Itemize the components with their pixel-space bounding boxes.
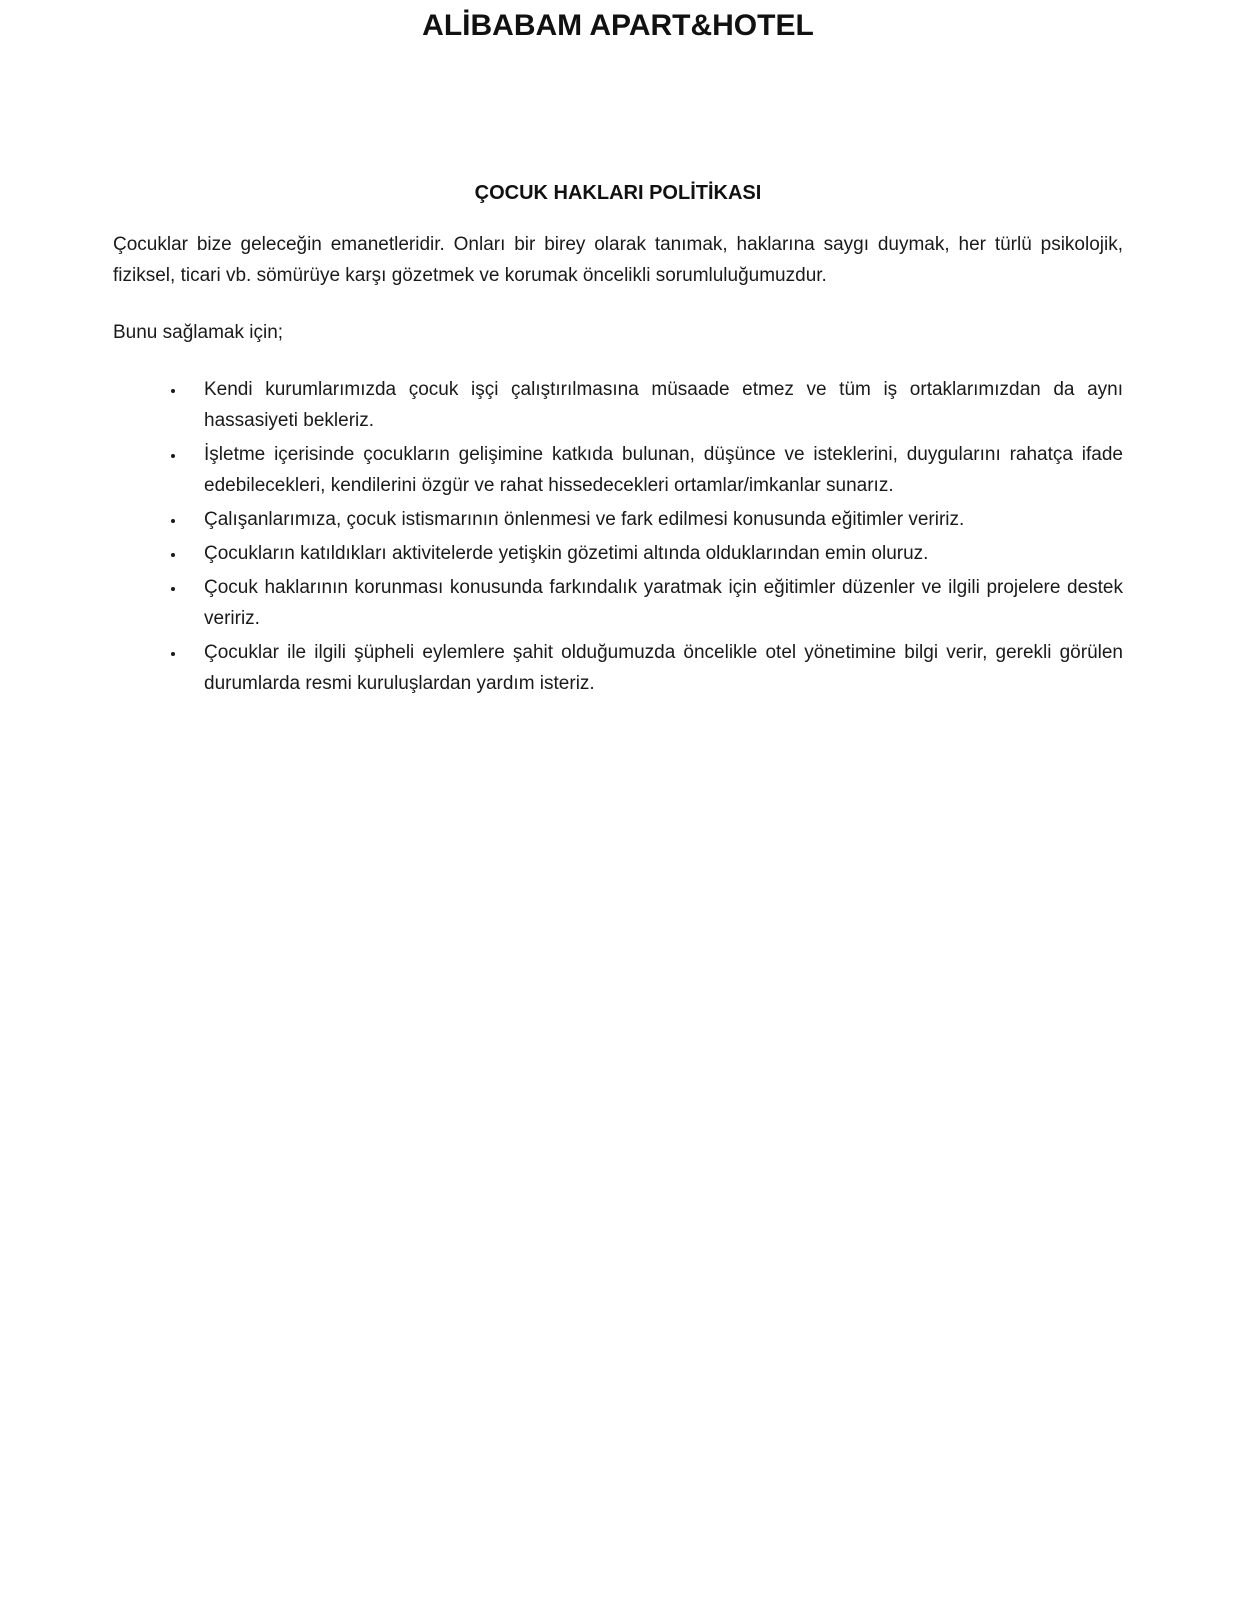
bullet-item: • Çocukların katıldıkları aktivitelerde yetişkin gözetimi altında olduklarından emin oluruz. [186, 538, 1123, 569]
policy-bullet-list [113, 374, 1123, 699]
bullet-item: • Çalışanlarımıza, çocuk istismarının önlenmesi ve fark edilmesi konusunda eğitimler veririz. [186, 504, 1123, 535]
bullet-item: • Çocuk haklarının korunması konusunda farkındalık yaratmak için eğitimler düzenler ve ilgili projelere destek veririz. [186, 572, 1123, 634]
lead-in-text: Bunu sağlamak için; [113, 322, 284, 343]
bullet-item: • Çocuklar ile ilgili şüpheli eylemlere şahit olduğumuzda öncelikle otel yönetimine bilgi verir, gerekli görülen durumlarda resmi kuruluşlardan yardım isteriz. [186, 637, 1123, 699]
document-title: ALİBABAM APART&HOTEL [422, 9, 814, 42]
bullet-item: • İşletme içerisinde çocukların gelişimine katkıda bulunan, düşünce ve isteklerini, duygularını rahatça ifade edebilecekleri, kendilerini özgür ve rahat hissedecekleri ortamlar/imkanlar sunarız. [186, 439, 1123, 501]
section-heading: ÇOCUK HAKLARI POLİTİKASI [474, 182, 762, 204]
bullet-item: • Kendi kurumlarımızda çocuk işçi çalıştırılmasına müsaade etmez ve tüm iş ortaklarımızdan da aynı hassasiyeti bekleriz. [186, 374, 1123, 436]
intro-paragraph: Çocuklar bize geleceğin emanetleridir. Onları bir birey olarak tanımak, haklarına saygı duymak, her türlü psikolojik, fiziksel, ticari vb. sömürüye karşı gözetmek ve korumak öncelikli sorumluluğumuzdur. [113, 234, 1123, 286]
